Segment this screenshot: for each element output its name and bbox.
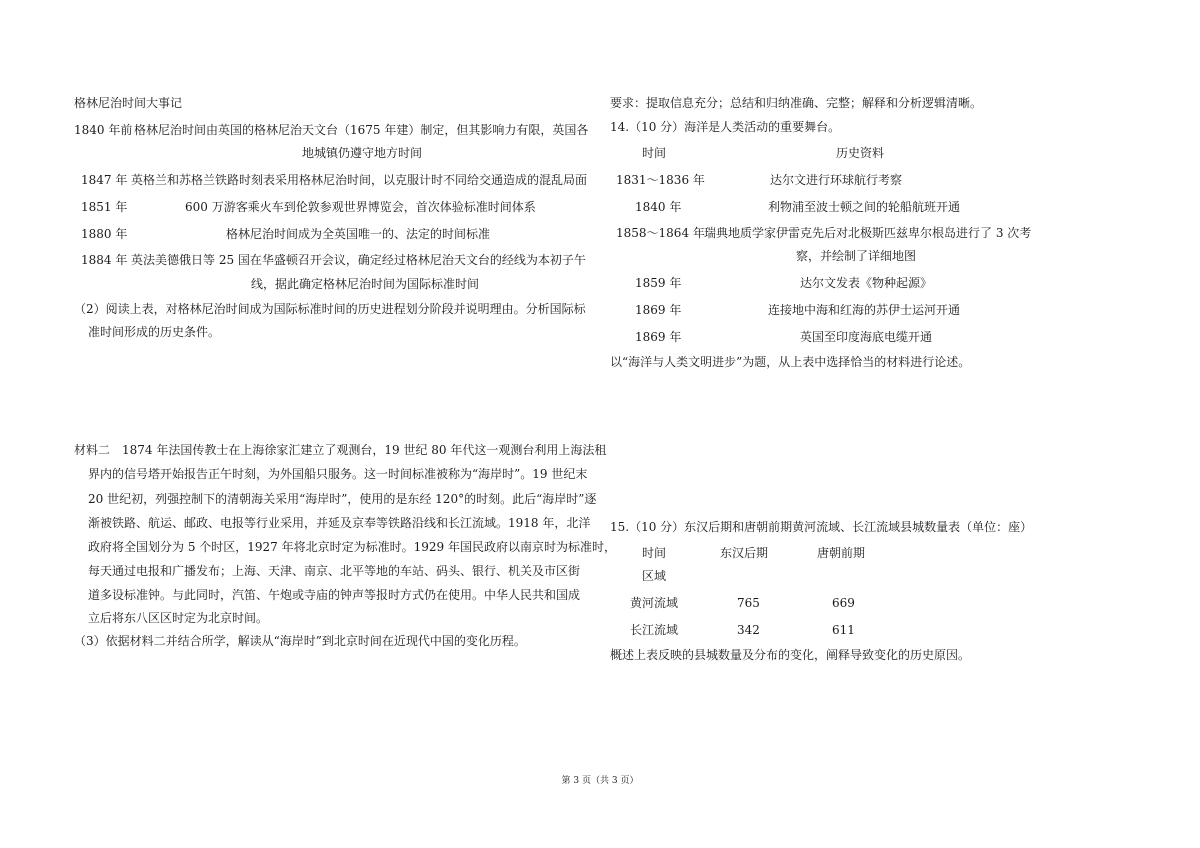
event-year: 1840 年前: [74, 123, 133, 137]
question-14-title: 14.（10 分）海洋是人类活动的重要舞台。: [610, 120, 841, 134]
event-text: 格林尼治时间成为全英国唯一的、法定的时间标准: [226, 227, 491, 241]
table-text: 英国至印度海底电缆开通: [800, 330, 933, 344]
event-text: 格林尼治时间由英国的格林尼治天文台（1675 年建）制定，但其影响力有限，英国各: [134, 123, 589, 137]
table-header-region: 区域: [642, 569, 667, 583]
question-15-title: 15.（10 分）东汉后期和唐朝前期黄河流域、长江流域县城数量表（单位：座）: [610, 520, 1033, 534]
material-2-line: 材料二 1874 年法国传教士在上海徐家汇建立了观测台，19 世纪 80 年代这一观测台利用上海法租: [74, 443, 607, 457]
question-14-prompt: 以“海洋与人类文明进步”为题，从上表中选择恰当的材料进行论述。: [610, 355, 971, 369]
table-value: 669: [832, 596, 855, 610]
event-year: 1884 年: [81, 253, 128, 267]
table-text: 达尔文发表《物种起源》: [800, 276, 933, 290]
table-time: 1869 年: [635, 303, 682, 317]
material-2-line: 立后将东八区区时定为北京时间。: [88, 611, 269, 625]
table-value: 611: [832, 623, 855, 637]
question-2: （2）阅读上表，对格林尼治时间成为国际标准时间的历史进程划分阶段并说明理由。分析国际标: [74, 302, 586, 316]
table-header-material: 历史资料: [836, 146, 885, 160]
table-text: 瑞典地质学家伊雷克先后对北极斯匹兹卑尔根岛进行了 3 次考: [704, 226, 1032, 240]
event-text: 地城镇仍遵守地方时间: [301, 146, 422, 160]
table-text: 利物浦至波士顿之间的轮船航班开通: [768, 200, 961, 214]
table-text: 察，并绘制了详细地图: [796, 249, 917, 263]
material-2-line: 20 世纪初，列强控制下的清朝海关采用“海岸时”，使用的是东经 120°的时刻。此后“海岸时”逐: [88, 492, 597, 506]
event-text: 英格兰和苏格兰铁路时刻表采用格林尼治时间，以克服计时不同给交通造成的混乱局面: [131, 173, 588, 187]
table-value: 342: [737, 623, 760, 637]
table-header-time: 时间: [642, 546, 667, 560]
question-15-prompt: 概述上表反映的县城数量及分布的变化，阐释导致变化的历史原因。: [610, 648, 971, 662]
table-value: 765: [737, 596, 760, 610]
question-3: （3）依据材料二并结合所学，解读从“海岸时”到北京时间在近现代中国的变化历程。: [74, 634, 526, 648]
table-text: 达尔文进行环球航行考察: [770, 173, 903, 187]
greenwich-title: 格林尼治时间大事记: [74, 96, 183, 110]
table-time: 1858～1864 年: [616, 226, 705, 240]
table-time: 1840 年: [635, 200, 682, 214]
right-column: [600, 0, 1200, 848]
material-2-line: 界内的信号塔开始报告正午时刻，为外国船只服务。这一时间标准被称为“海岸时”。19 世纪末: [88, 467, 588, 481]
table-time: 1831～1836 年: [616, 173, 705, 187]
requirement-text: 要求：提取信息充分；总结和归纳准确、完整；解释和分析逻辑清晰。: [610, 96, 983, 110]
event-text: 600 万游客乘火车到伦敦参观世界博览会，首次体验标准时间体系: [185, 200, 536, 214]
question-2-cont: 准时间形成的历史条件。: [88, 325, 221, 339]
page-footer: 第 3 页（共 3 页）: [561, 776, 639, 786]
event-year: 1880 年: [81, 227, 128, 241]
material-2-line: 政府将全国划分为 5 个时区，1927 年将北京时定为标准时。1929 年国民政府以南京时为标准时，: [88, 540, 616, 554]
table-header-col2: 唐朝前期: [817, 546, 866, 560]
table-region: 黄河流域: [630, 596, 679, 610]
event-text: 线，据此确定格林尼治时间为国际标准时间: [251, 277, 480, 291]
table-region: 长江流域: [630, 623, 679, 637]
table-text: 连接地中海和红海的苏伊士运河开通: [768, 303, 961, 317]
table-header-time: 时间: [642, 146, 667, 160]
event-year: 1851 年: [81, 200, 128, 214]
event-text: 英法美德俄日等 25 国在华盛顿召开会议，确定经过格林尼治天文台的经线为本初子午: [131, 253, 586, 267]
table-header-col1: 东汉后期: [720, 546, 769, 560]
material-2-line: 渐被铁路、航运、邮政、电报等行业采用，并延及京奉等铁路沿线和长江流域。1918 年，北洋: [88, 516, 591, 530]
material-2-line: 道多设标准钟。与此同时，汽笛、午炮或寺庙的钟声等报时方式仍在使用。中华人民共和国成: [88, 588, 581, 602]
table-time: 1859 年: [635, 276, 682, 290]
table-time: 1869 年: [635, 330, 682, 344]
material-2-line: 每天通过电报和广播发布；上海、天津、南京、北平等地的车站、码头、银行、机关及市区街: [88, 564, 581, 578]
event-year: 1847 年: [81, 173, 128, 187]
